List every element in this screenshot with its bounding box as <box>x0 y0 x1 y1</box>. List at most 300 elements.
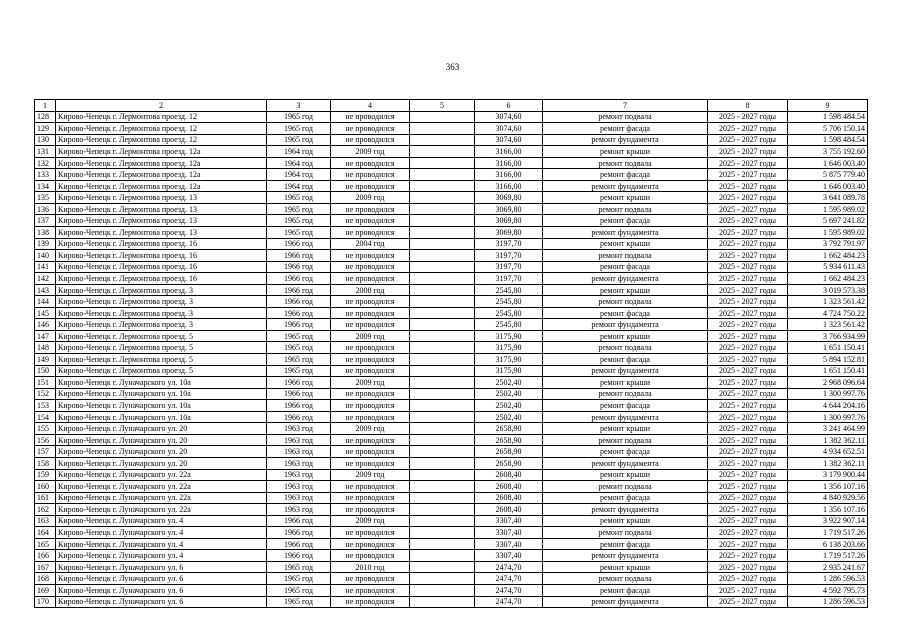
cost: 1 323 561.42 <box>788 319 868 331</box>
cost: 1 598 484.54 <box>788 134 868 146</box>
last-repair-year: не проводился <box>331 203 410 215</box>
row-number: 130 <box>35 134 56 146</box>
cost: 4 644 204.16 <box>788 400 868 412</box>
period: 2025 - 2027 годы <box>708 319 788 331</box>
cost: 4 840 929.56 <box>788 492 868 504</box>
build-year: 1965 год <box>267 596 331 608</box>
col-5 <box>410 146 475 158</box>
table-row <box>35 330 868 342</box>
period: 2025 - 2027 годы <box>708 457 788 469</box>
cost: 5 697 241.82 <box>788 215 868 227</box>
table-row <box>35 515 868 527</box>
last-repair-year: не проводился <box>331 411 410 423</box>
table-row <box>35 238 868 250</box>
build-year: 1964 год <box>267 157 331 169</box>
cost: 1 300 997.76 <box>788 411 868 423</box>
work-type: ремонт фасада <box>543 169 708 181</box>
address: Кирово-Чепецк г. Луначарского ул. 4 <box>56 515 267 527</box>
col-5 <box>410 123 475 135</box>
row-number: 154 <box>35 411 56 423</box>
last-repair-year: 2009 год <box>331 146 410 158</box>
cost: 3 755 192.60 <box>788 146 868 158</box>
cost: 1 286 596.53 <box>788 596 868 608</box>
last-repair-year: не проводился <box>331 492 410 504</box>
row-number: 134 <box>35 180 56 192</box>
cost: 1 356 107.16 <box>788 504 868 516</box>
table-row <box>35 411 868 423</box>
cost: 1 300 997.76 <box>788 388 868 400</box>
last-repair-year: не проводился <box>331 319 410 331</box>
work-type: ремонт фундамента <box>543 134 708 146</box>
address: Кирово-Чепецк г. Лермонтова проезд. 3 <box>56 319 267 331</box>
last-repair-year: не проводился <box>331 365 410 377</box>
cost: 1 662 484.23 <box>788 250 868 262</box>
row-number: 149 <box>35 354 56 366</box>
row-number: 166 <box>35 550 56 562</box>
address: Кирово-Чепецк г. Лермонтова проезд. 5 <box>56 342 267 354</box>
work-type: ремонт фундамента <box>543 457 708 469</box>
work-type: ремонт фасада <box>543 538 708 550</box>
last-repair-year: не проводился <box>331 342 410 354</box>
work-type: ремонт крыши <box>543 330 708 342</box>
build-year: 1966 год <box>267 284 331 296</box>
build-year: 1963 год <box>267 492 331 504</box>
row-number: 138 <box>35 227 56 239</box>
row-number: 144 <box>35 296 56 308</box>
build-year: 1966 год <box>267 538 331 550</box>
address: Кирово-Чепецк г. Луначарского ул. 6 <box>56 584 267 596</box>
last-repair-year: не проводился <box>331 354 410 366</box>
column-number: 7 <box>543 100 708 112</box>
work-type: ремонт подвала <box>543 388 708 400</box>
address: Кирово-Чепецк г. Луначарского ул. 6 <box>56 573 267 585</box>
address: Кирово-Чепецк г. Лермонтова проезд. 5 <box>56 365 267 377</box>
col-5 <box>410 573 475 585</box>
table-row <box>35 192 868 204</box>
build-year: 1963 год <box>267 504 331 516</box>
table-row <box>35 342 868 354</box>
last-repair-year: не проводился <box>331 400 410 412</box>
address: Кирово-Чепецк г. Лермонтова проезд. 13 <box>56 227 267 239</box>
row-number: 128 <box>35 111 56 123</box>
table-row <box>35 457 868 469</box>
build-year: 1966 год <box>267 238 331 250</box>
work-type: ремонт подвала <box>543 296 708 308</box>
table-row <box>35 481 868 493</box>
address: Кирово-Чепецк г. Лермонтова проезд. 13 <box>56 215 267 227</box>
work-type: ремонт фундамента <box>543 227 708 239</box>
work-type: ремонт фундамента <box>543 550 708 562</box>
period: 2025 - 2027 годы <box>708 203 788 215</box>
area: 3197,70 <box>475 250 543 262</box>
address: Кирово-Чепецк г. Луначарского ул. 4 <box>56 550 267 562</box>
address: Кирово-Чепецк г. Лермонтова проезд. 16 <box>56 250 267 262</box>
last-repair-year: не проводился <box>331 538 410 550</box>
row-number: 163 <box>35 515 56 527</box>
period: 2025 - 2027 годы <box>708 238 788 250</box>
address: Кирово-Чепецк г. Лермонтова проезд. 12а <box>56 146 267 158</box>
address: Кирово-Чепецк г. Лермонтова проезд. 12а <box>56 157 267 169</box>
col-5 <box>410 342 475 354</box>
period: 2025 - 2027 годы <box>708 481 788 493</box>
col-5 <box>410 550 475 562</box>
last-repair-year: не проводился <box>331 481 410 493</box>
row-number: 167 <box>35 561 56 573</box>
work-type: ремонт крыши <box>543 238 708 250</box>
row-number: 165 <box>35 538 56 550</box>
table-row <box>35 180 868 192</box>
build-year: 1965 год <box>267 215 331 227</box>
period: 2025 - 2027 годы <box>708 469 788 481</box>
last-repair-year: 2009 год <box>331 515 410 527</box>
col-5 <box>410 481 475 493</box>
area: 2658,90 <box>475 434 543 446</box>
build-year: 1963 год <box>267 481 331 493</box>
col-5 <box>410 400 475 412</box>
last-repair-year: 2009 год <box>331 423 410 435</box>
work-type: ремонт фундамента <box>543 504 708 516</box>
last-repair-year: не проводился <box>331 504 410 516</box>
table-row <box>35 573 868 585</box>
build-year: 1963 год <box>267 434 331 446</box>
row-number: 133 <box>35 169 56 181</box>
table-row <box>35 550 868 562</box>
cost: 1 651 150.41 <box>788 365 868 377</box>
col-5 <box>410 411 475 423</box>
area: 2502,40 <box>475 388 543 400</box>
address: Кирово-Чепецк г. Луначарского ул. 22а <box>56 469 267 481</box>
area: 2502,40 <box>475 411 543 423</box>
last-repair-year: не проводился <box>331 388 410 400</box>
table-row <box>35 365 868 377</box>
area: 2608,40 <box>475 481 543 493</box>
address: Кирово-Чепецк г. Лермонтова проезд. 12а <box>56 169 267 181</box>
work-type: ремонт фасада <box>543 492 708 504</box>
col-5 <box>410 434 475 446</box>
row-number: 158 <box>35 457 56 469</box>
row-number: 150 <box>35 365 56 377</box>
work-type: ремонт подвала <box>543 573 708 585</box>
row-number: 147 <box>35 330 56 342</box>
col-5 <box>410 215 475 227</box>
last-repair-year: не проводился <box>331 446 410 458</box>
build-year: 1966 год <box>267 273 331 285</box>
column-number: 9 <box>788 100 868 112</box>
work-type: ремонт фундамента <box>543 273 708 285</box>
cost: 4 724 750.22 <box>788 307 868 319</box>
build-year: 1966 год <box>267 377 331 389</box>
area: 2608,40 <box>475 504 543 516</box>
row-number: 157 <box>35 446 56 458</box>
table-row <box>35 296 868 308</box>
period: 2025 - 2027 годы <box>708 180 788 192</box>
period: 2025 - 2027 годы <box>708 215 788 227</box>
cost: 3 922 907.14 <box>788 515 868 527</box>
repair-schedule-table <box>34 99 868 608</box>
address: Кирово-Чепецк г. Лермонтова проезд. 12а <box>56 180 267 192</box>
work-type: ремонт фасада <box>543 215 708 227</box>
work-type: ремонт фасада <box>543 400 708 412</box>
row-number: 141 <box>35 261 56 273</box>
table-row <box>35 354 868 366</box>
build-year: 1963 год <box>267 469 331 481</box>
address: Кирово-Чепецк г. Лермонтова проезд. 12 <box>56 111 267 123</box>
work-type: ремонт фасада <box>543 354 708 366</box>
area: 3074,60 <box>475 134 543 146</box>
build-year: 1965 год <box>267 203 331 215</box>
area: 3175,90 <box>475 354 543 366</box>
period: 2025 - 2027 годы <box>708 573 788 585</box>
cost: 1 646 003.40 <box>788 157 868 169</box>
table-row <box>35 377 868 389</box>
address: Кирово-Чепецк г. Лермонтова проезд. 16 <box>56 273 267 285</box>
cost: 2 935 241.67 <box>788 561 868 573</box>
area: 2545,80 <box>475 319 543 331</box>
area: 3069,80 <box>475 192 543 204</box>
cost: 1 323 561.42 <box>788 296 868 308</box>
work-type: ремонт подвала <box>543 250 708 262</box>
column-number-row <box>35 100 868 112</box>
period: 2025 - 2027 годы <box>708 296 788 308</box>
address: Кирово-Чепецк г. Луначарского ул. 4 <box>56 527 267 539</box>
row-number: 151 <box>35 377 56 389</box>
last-repair-year: не проводился <box>331 157 410 169</box>
cost: 1 662 484.23 <box>788 273 868 285</box>
build-year: 1966 год <box>267 261 331 273</box>
table-row <box>35 446 868 458</box>
table-row <box>35 527 868 539</box>
area: 3175,90 <box>475 365 543 377</box>
period: 2025 - 2027 годы <box>708 596 788 608</box>
build-year: 1966 год <box>267 527 331 539</box>
area: 2658,90 <box>475 446 543 458</box>
row-number: 136 <box>35 203 56 215</box>
address: Кирово-Чепецк г. Лермонтова проезд. 12 <box>56 134 267 146</box>
last-repair-year: не проводился <box>331 111 410 123</box>
cost: 4 592 795.73 <box>788 584 868 596</box>
area: 2658,90 <box>475 457 543 469</box>
cost: 3 019 573.38 <box>788 284 868 296</box>
table-row <box>35 434 868 446</box>
cost: 3 766 934.99 <box>788 330 868 342</box>
table-row <box>35 469 868 481</box>
col-5 <box>410 250 475 262</box>
build-year: 1965 год <box>267 134 331 146</box>
row-number: 168 <box>35 573 56 585</box>
period: 2025 - 2027 годы <box>708 561 788 573</box>
col-5 <box>410 261 475 273</box>
row-number: 140 <box>35 250 56 262</box>
col-5 <box>410 284 475 296</box>
build-year: 1966 год <box>267 307 331 319</box>
table-row <box>35 146 868 158</box>
area: 2474,70 <box>475 573 543 585</box>
table-row <box>35 423 868 435</box>
cost: 1 382 362.11 <box>788 457 868 469</box>
cost: 5 934 611.43 <box>788 261 868 273</box>
row-number: 142 <box>35 273 56 285</box>
address: Кирово-Чепецк г. Лермонтова проезд. 3 <box>56 307 267 319</box>
area: 2474,70 <box>475 561 543 573</box>
period: 2025 - 2027 годы <box>708 273 788 285</box>
area: 3197,70 <box>475 238 543 250</box>
area: 3197,70 <box>475 273 543 285</box>
col-5 <box>410 457 475 469</box>
build-year: 1966 год <box>267 411 331 423</box>
cost: 1 646 003.40 <box>788 180 868 192</box>
cost: 5 706 150.14 <box>788 123 868 135</box>
table-row <box>35 307 868 319</box>
period: 2025 - 2027 годы <box>708 342 788 354</box>
area: 3166,00 <box>475 157 543 169</box>
table-row <box>35 538 868 550</box>
row-number: 159 <box>35 469 56 481</box>
address: Кирово-Чепецк г. Лермонтова проезд. 3 <box>56 296 267 308</box>
last-repair-year: не проводился <box>331 584 410 596</box>
col-5 <box>410 134 475 146</box>
column-number: 5 <box>410 100 475 112</box>
row-number: 161 <box>35 492 56 504</box>
period: 2025 - 2027 годы <box>708 365 788 377</box>
col-5 <box>410 469 475 481</box>
cost: 2 968 096.64 <box>788 377 868 389</box>
address: Кирово-Чепецк г. Луначарского ул. 20 <box>56 457 267 469</box>
period: 2025 - 2027 годы <box>708 227 788 239</box>
work-type: ремонт крыши <box>543 146 708 158</box>
address: Кирово-Чепецк г. Луначарского ул. 22а <box>56 481 267 493</box>
col-5 <box>410 273 475 285</box>
period: 2025 - 2027 годы <box>708 388 788 400</box>
work-type: ремонт крыши <box>543 515 708 527</box>
build-year: 1965 год <box>267 342 331 354</box>
row-number: 170 <box>35 596 56 608</box>
address: Кирово-Чепецк г. Луначарского ул. 10а <box>56 388 267 400</box>
work-type: ремонт фундамента <box>543 411 708 423</box>
col-5 <box>410 377 475 389</box>
period: 2025 - 2027 годы <box>708 584 788 596</box>
table-row <box>35 400 868 412</box>
build-year: 1965 год <box>267 227 331 239</box>
col-5 <box>410 319 475 331</box>
area: 3074,60 <box>475 111 543 123</box>
row-number: 129 <box>35 123 56 135</box>
table-row <box>35 123 868 135</box>
col-5 <box>410 561 475 573</box>
period: 2025 - 2027 годы <box>708 261 788 273</box>
cost: 1 719 517.26 <box>788 550 868 562</box>
build-year: 1965 год <box>267 354 331 366</box>
area: 3307,40 <box>475 538 543 550</box>
last-repair-year: 2008 год <box>331 284 410 296</box>
column-number: 1 <box>35 100 56 112</box>
period: 2025 - 2027 годы <box>708 434 788 446</box>
work-type: ремонт фундамента <box>543 319 708 331</box>
last-repair-year: не проводился <box>331 215 410 227</box>
period: 2025 - 2027 годы <box>708 354 788 366</box>
address: Кирово-Чепецк г. Луначарского ул. 6 <box>56 561 267 573</box>
column-number: 2 <box>56 100 267 112</box>
last-repair-year: не проводился <box>331 296 410 308</box>
area: 3069,80 <box>475 227 543 239</box>
work-type: ремонт крыши <box>543 192 708 204</box>
cost: 1 595 989.02 <box>788 227 868 239</box>
build-year: 1963 год <box>267 446 331 458</box>
col-5 <box>410 492 475 504</box>
work-type: ремонт подвала <box>543 157 708 169</box>
table-row <box>35 250 868 262</box>
period: 2025 - 2027 годы <box>708 400 788 412</box>
area: 2608,40 <box>475 492 543 504</box>
work-type: ремонт крыши <box>543 377 708 389</box>
table-row <box>35 215 868 227</box>
area: 3069,80 <box>475 203 543 215</box>
cost: 3 641 089.78 <box>788 192 868 204</box>
period: 2025 - 2027 годы <box>708 527 788 539</box>
row-number: 139 <box>35 238 56 250</box>
row-number: 137 <box>35 215 56 227</box>
last-repair-year: 2010 год <box>331 561 410 573</box>
row-number: 169 <box>35 584 56 596</box>
col-5 <box>410 538 475 550</box>
period: 2025 - 2027 годы <box>708 157 788 169</box>
build-year: 1964 год <box>267 169 331 181</box>
period: 2025 - 2027 годы <box>708 515 788 527</box>
period: 2025 - 2027 годы <box>708 134 788 146</box>
address: Кирово-Чепецк г. Луначарского ул. 20 <box>56 446 267 458</box>
area: 2545,80 <box>475 307 543 319</box>
cost: 3 179 900.44 <box>788 469 868 481</box>
build-year: 1964 год <box>267 146 331 158</box>
last-repair-year: не проводился <box>331 180 410 192</box>
cost: 1 719 517.26 <box>788 527 868 539</box>
table-row <box>35 388 868 400</box>
work-type: ремонт подвала <box>543 342 708 354</box>
area: 2658,90 <box>475 423 543 435</box>
area: 2502,40 <box>475 377 543 389</box>
work-type: ремонт фасада <box>543 261 708 273</box>
address: Кирово-Чепецк г. Луначарского ул. 4 <box>56 538 267 550</box>
cost: 1 286 596.53 <box>788 573 868 585</box>
table-row <box>35 261 868 273</box>
last-repair-year: 2009 год <box>331 377 410 389</box>
page-number: 363 <box>445 62 460 72</box>
address: Кирово-Чепецк г. Лермонтова проезд. 16 <box>56 238 267 250</box>
period: 2025 - 2027 годы <box>708 423 788 435</box>
area: 2502,40 <box>475 400 543 412</box>
area: 3069,80 <box>475 215 543 227</box>
address: Кирово-Чепецк г. Лермонтова проезд. 16 <box>56 261 267 273</box>
area: 2608,40 <box>475 469 543 481</box>
build-year: 1966 год <box>267 550 331 562</box>
work-type: ремонт фасада <box>543 307 708 319</box>
cost: 3 241 464.99 <box>788 423 868 435</box>
row-number: 155 <box>35 423 56 435</box>
build-year: 1963 год <box>267 423 331 435</box>
address: Кирово-Чепецк г. Луначарского ул. 22а <box>56 504 267 516</box>
last-repair-year: не проводился <box>331 527 410 539</box>
cost: 3 792 791.97 <box>788 238 868 250</box>
cost: 5 875 779.40 <box>788 169 868 181</box>
col-5 <box>410 203 475 215</box>
col-5 <box>410 111 475 123</box>
col-5 <box>410 157 475 169</box>
build-year: 1963 год <box>267 457 331 469</box>
build-year: 1965 год <box>267 573 331 585</box>
col-5 <box>410 192 475 204</box>
row-number: 132 <box>35 157 56 169</box>
area: 2545,80 <box>475 284 543 296</box>
address: Кирово-Чепецк г. Лермонтова проезд. 12 <box>56 123 267 135</box>
